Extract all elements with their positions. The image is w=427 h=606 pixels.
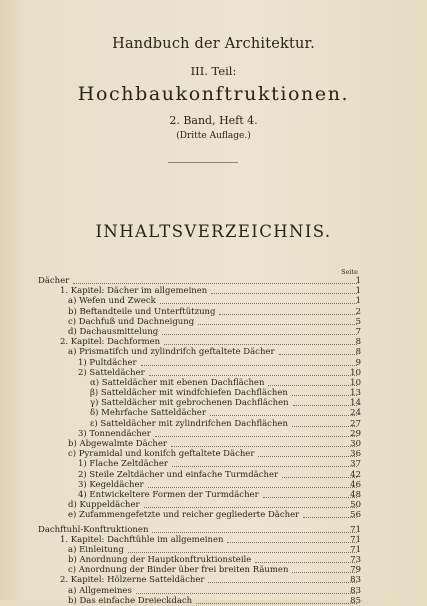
toc-entry-title: 2. Kapitel: Hölzerne Satteldächer [60,575,205,586]
toc-entry-page: 8 [355,337,361,348]
toc-entry-page: 2 [355,306,361,317]
toc-entry-title: 3) Tonnendächer [78,428,151,439]
toc-entry-title: d) Kuppeldächer [68,500,140,511]
toc-entry [0,347,427,357]
toc-leader-dots [162,334,357,335]
toc-entry [0,490,427,500]
toc-entry-page: 10 [350,377,361,388]
toc-entry-page: 30 [350,439,361,449]
toc-entry [0,535,427,545]
toc-entry-title: ε) Satteldächer mit zylindrifchen Dachflächen [90,418,288,429]
toc-entry-title: γ) Satteldächer mit gebrochenen Dachflächen [90,398,289,409]
toc-entry [0,510,427,520]
toc-entry-title: 4) Entwickeltere Formen der Turmdächer [78,489,259,500]
toc-entry-page: 85 [350,595,361,606]
toc-entry-page: 1 [355,296,361,307]
toc-entry-title: c) Dachfuß und Dachneigung [68,316,195,327]
toc-entry-page: 50 [350,500,361,511]
edition-label: (Dritte Auflage.) [176,131,251,141]
toc-entry-page: 24 [350,408,361,419]
toc-entry [0,337,427,347]
toc-entry-page: 7 [355,326,361,337]
toc-entry [0,596,427,606]
toc-entry [0,296,427,306]
toc-entry [0,317,427,327]
toc-entry-title: b) Anordnung der Hauptkonftruktionsteile [68,555,252,566]
toc-entry [0,358,427,368]
part-label: III. Teil: [190,64,237,78]
toc-leader-dots [227,542,357,543]
toc-entry [0,545,427,555]
toc-entry-title: α) Satteldächer mit ebenen Dachflächen [90,377,265,388]
toc-entry-title: 2. Kapitel: Dachformen [60,337,161,348]
toc-entry-title: b) Abgewalmte Dächer [68,439,167,449]
toc-entry-page: 56 [350,510,361,521]
toc-entry [0,327,427,337]
toc-entry-title: Dachftuhl-Konftruktionen [38,524,149,535]
toc-entry [0,408,427,418]
toc-entry-title: e) Zufammengefetzte und reicher gegliederte Dächer [68,510,300,521]
toc-leader-dots [219,314,357,315]
toc-entry-page: 48 [350,489,361,500]
book-title: Hochbaukonftruktionen. [77,83,350,105]
toc-entry-title: 3) Kegeldächer [78,479,144,490]
toc-leader-dots [144,507,357,508]
toc-entry-page: 5 [355,316,361,327]
toc-leader-dots [155,436,357,437]
toc-entry [0,480,427,490]
toc-entry [0,378,427,388]
toc-entry-title: a) Prismatifch und zylindrifch geftaltete Dächer [68,347,275,358]
toc-entry-title: δ) Mehrfache Satteldächer [90,408,206,419]
toc-entry-title: 1) Flache Zeltdächer [78,459,168,470]
volume-label: 2. Band, Heft 4. [169,114,258,127]
toc-entry-title: b) Das einfache Dreieckdach [68,595,193,606]
toc-entry-page: 13 [350,388,361,399]
toc-entry-title: b) Beftandteile und Unterftützung [68,306,216,317]
toc-entry-page: 9 [355,357,361,368]
toc-entry [0,555,427,565]
toc-entry-title: 1. Kapitel: Dächer im allgemeinen [60,286,208,297]
toc-leader-dots [208,582,357,583]
toc-entry [0,525,427,535]
toc-leader-dots [148,487,357,488]
toc-entry-page: 73 [350,555,361,566]
toc-entry [0,449,427,459]
toc-entry-page: 1 [355,286,361,297]
toc-entry-title: 1) Pultdächer [78,357,137,368]
toc-entry-page: 14 [350,398,361,409]
toc-leader-dots [128,552,357,553]
table-of-contents [0,276,427,606]
toc-entry-title: a) Einleitung [68,544,124,555]
toc-entry [0,419,427,429]
toc-entry [0,286,427,296]
toc-entry-page: 83 [350,575,361,586]
toc-entry [0,307,427,317]
toc-entry [0,439,427,449]
toc-entry [0,586,427,596]
toc-entry-page: 71 [350,524,361,535]
toc-entry-page: 8 [355,347,361,358]
toc-leader-dots [141,365,357,366]
toc-leader-dots [136,593,357,594]
toc-entry-page: 36 [350,449,361,460]
toc-entry-page: 10 [350,367,361,378]
series-title: Handbuch der Architektur. [112,36,315,52]
toc-entry [0,470,427,480]
toc-leader-dots [196,603,357,604]
toc-leader-dots [164,344,357,345]
toc-entry-page: 71 [350,534,361,545]
toc-entry [0,565,427,575]
toc-entry-title: d) Dachausmittelung [68,326,159,337]
toc-entry-page: 27 [350,418,361,429]
toc-leader-dots [210,415,357,416]
toc-entry [0,276,427,286]
toc-entry [0,575,427,585]
toc-entry [0,368,427,378]
toc-entry [0,429,427,439]
toc-leader-dots [211,293,357,294]
toc-entry-title: 2) Steile Zeltdächer und einfache Turmdächer [78,469,279,480]
toc-entry-title: a) Allgemeines [68,585,132,596]
toc-entry-page: 46 [350,479,361,490]
toc-entry-title: 2) Satteldächer [78,367,145,378]
toc-entry-title: β) Satteldächer mit windfchiefen Dachflächen [90,388,288,399]
toc-entry [0,500,427,510]
toc-entry-page: 29 [350,428,361,439]
toc-entry-page: 71 [350,544,361,555]
toc-leader-dots [73,283,357,284]
toc-heading: INHALTSVERZEICHNIS. [95,222,332,241]
toc-entry [0,388,427,398]
toc-entry [0,459,427,469]
toc-leader-dots [171,446,357,447]
toc-entry-title: c) Anordnung der Binder über frei breiten Räumen [68,565,289,576]
toc-leader-dots [149,375,357,376]
toc-entry-page: 79 [350,565,361,576]
toc-leader-dots [198,324,357,325]
toc-leader-dots [160,303,357,304]
toc-entry-title: a) Wefen und Zweck [68,296,156,307]
toc-leader-dots [152,532,357,533]
toc-entry-title: Dächer [38,276,70,286]
separator-rule [168,162,238,163]
toc-entry-page: 83 [350,585,361,596]
toc-entry-title: c) Pyramidal und konifch geftaltete Dächer [68,449,255,460]
toc-entry-page: 1 [355,276,361,286]
toc-leader-dots [172,466,357,467]
toc-entry-title: 1. Kapitel: Dachftühle im allgemeinen [60,534,224,545]
toc-entry-page: 37 [350,459,361,470]
toc-entry [0,398,427,408]
page-column-label: Seite [341,268,358,276]
toc-entry-page: 42 [350,469,361,480]
